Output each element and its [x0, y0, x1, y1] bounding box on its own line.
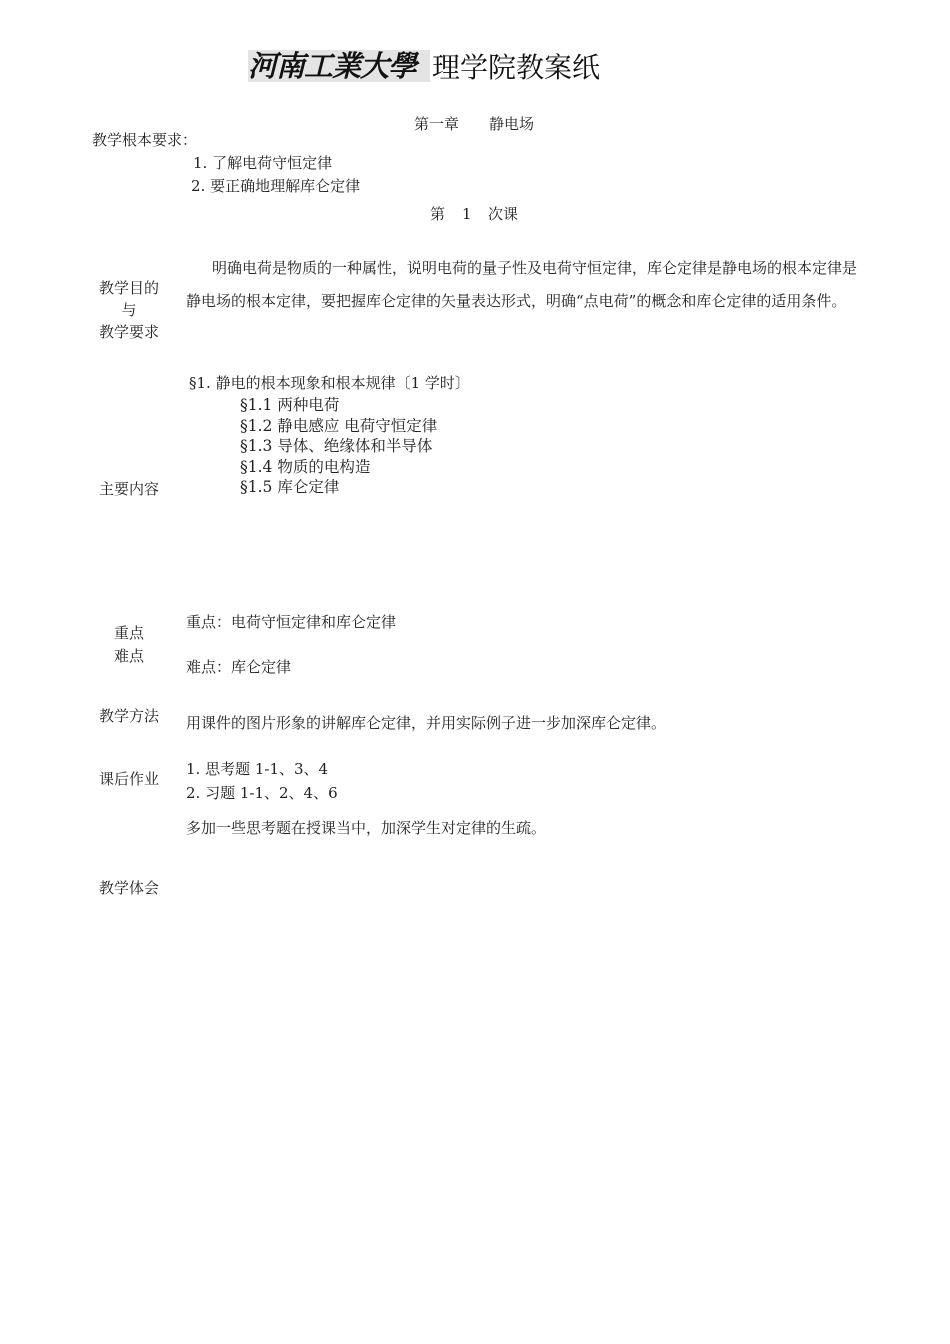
basic-requirements-label: 教学根本要求： [92, 131, 198, 149]
method-label: 教学方法 [98, 707, 159, 725]
objectives-label-line: 教学目的 [98, 279, 159, 297]
homework-label: 课后作业 [98, 770, 159, 788]
objectives-label-line: 教学要求 [98, 323, 159, 341]
key-points-label-line: 重点 [113, 624, 144, 642]
university-logo: 河南工業大學 [248, 50, 430, 82]
document-title: 理学院教案纸 [432, 51, 601, 84]
lesson-prefix: 第 [430, 205, 446, 223]
objectives-text: 明确电荷是物质的一种属性，说明电荷的量子性及电荷守恒定律，库仑定律是静电场的根本定律是静电场的根本定律，要把握库仑定律的矢量表达形式，明确“点电荷”的概念和库仑定律的适用条件。 [186, 259, 858, 310]
content-item: §1.2 静电感应 电荷守恒定律 [240, 417, 438, 435]
main-content-label: 主要内容 [98, 480, 159, 498]
chapter-number: 第一章 [414, 115, 460, 133]
requirement-item: 2. 要正确地理解库仑定律 [191, 177, 361, 195]
key-point-text: 重点：电荷守恒定律和库仑定律 [186, 613, 397, 631]
chapter-name: 静电场 [489, 115, 535, 133]
homework-item: 2. 习题 1-1、2、4、6 [186, 784, 338, 802]
content-item: §1.1 两种电荷 [240, 396, 340, 414]
experience-label: 教学体会 [98, 879, 159, 897]
requirement-item: 1. 了解电荷守恒定律 [193, 154, 333, 172]
lesson-suffix: 次课 [488, 205, 519, 223]
main-content-heading: §1. 静电的根本现象和根本规律〔1 学时〕 [189, 374, 470, 392]
content-item: §1.4 物质的电构造 [240, 458, 371, 476]
experience-text: 多加一些思考题在授课当中，加深学生对定律的生疏。 [186, 819, 547, 837]
lesson-number: 1 [462, 205, 472, 223]
difficult-point-text: 难点：库仑定律 [186, 658, 292, 676]
content-item: §1.5 库仑定律 [240, 478, 340, 496]
homework-item: 1. 思考题 1-1、3、4 [186, 760, 329, 778]
key-points-label-line: 难点 [113, 647, 144, 665]
objectives-label-line: 与 [121, 301, 137, 319]
method-text: 用课件的图片形象的讲解库仑定律，并用实际例子进一步加深库仑定律。 [186, 714, 667, 732]
content-item: §1.3 导体、绝缘体和半导体 [240, 437, 433, 455]
